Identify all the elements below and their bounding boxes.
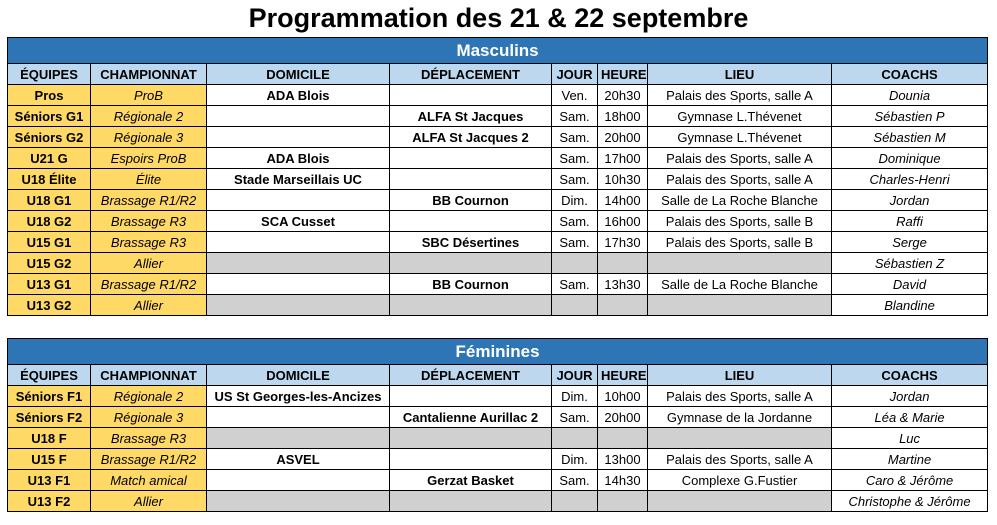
time-cell: 20h00 [598,407,648,428]
table-row [8,106,988,127]
venue-cell: Palais des Sports, salle B [648,232,832,253]
venue-cell: Palais des Sports, salle A [648,85,832,106]
team-cell: Séniors G2 [8,127,91,148]
home-cell [207,491,390,512]
championship-cell: Régionale 2 [91,106,207,127]
championship-cell: Régionale 3 [91,127,207,148]
away-cell: Gerzat Basket [390,470,552,491]
championship-cell: Match amical [91,470,207,491]
table-row [8,85,988,106]
time-cell [598,253,648,274]
time-cell: 18h00 [598,106,648,127]
col-header-coachs: COACHS [832,64,988,85]
venue-cell: Complexe G.Fustier [648,470,832,491]
championship-cell: Allier [91,253,207,274]
table-row [8,148,988,169]
coach-cell: Blandine [832,295,988,316]
away-cell [390,428,552,449]
col-header-championnat: CHAMPIONNAT [91,365,207,386]
col-header-heure: HEURE [598,365,648,386]
away-cell [390,253,552,274]
time-cell [598,295,648,316]
away-cell [390,85,552,106]
team-cell: U15 G2 [8,253,91,274]
away-cell [390,386,552,407]
away-cell: BB Cournon [390,190,552,211]
venue-cell [648,253,832,274]
team-cell: U15 F [8,449,91,470]
time-cell: 17h00 [598,148,648,169]
section-heading-masculins: Masculins [8,38,988,64]
venue-cell: Palais des Sports, salle A [648,169,832,190]
coach-cell: Jordan [832,190,988,211]
away-cell [390,491,552,512]
table-row [8,470,988,491]
table-row [8,211,988,232]
time-cell: 13h00 [598,449,648,470]
day-cell: Sam. [552,274,598,295]
coach-cell: Dounia [832,85,988,106]
time-cell [598,491,648,512]
championship-cell: Brassage R3 [91,211,207,232]
coach-cell: Luc [832,428,988,449]
championship-cell: Régionale 2 [91,386,207,407]
home-cell: SCA Cusset [207,211,390,232]
day-cell: Dim. [552,449,598,470]
away-cell [390,295,552,316]
home-cell [207,470,390,491]
coach-cell: Martine [832,449,988,470]
home-cell [207,253,390,274]
col-header-domicile: DOMICILE [207,365,390,386]
table-row [8,449,988,470]
col-header-lieu: LIEU [648,64,832,85]
away-cell [390,148,552,169]
championship-cell: Brassage R3 [91,428,207,449]
day-cell: Dim. [552,386,598,407]
championship-cell: Brassage R1/R2 [91,449,207,470]
team-cell: U18 F [8,428,91,449]
coach-cell: Charles-Henri [832,169,988,190]
venue-cell: Gymnase L.Thévenet [648,106,832,127]
away-cell [390,449,552,470]
day-cell: Dim. [552,190,598,211]
table-row [8,295,988,316]
coach-cell: Serge [832,232,988,253]
coach-cell: Jordan [832,386,988,407]
time-cell: 16h00 [598,211,648,232]
coach-cell: Sébastien M [832,127,988,148]
away-cell: Cantalienne Aurillac 2 [390,407,552,428]
coach-cell: Léa & Marie [832,407,988,428]
time-cell: 10h00 [598,386,648,407]
coach-cell: Raffi [832,211,988,232]
col-header-coachs: COACHS [832,365,988,386]
col-header-championnat: CHAMPIONNAT [91,64,207,85]
championship-cell: Allier [91,491,207,512]
venue-cell: Palais des Sports, salle B [648,211,832,232]
time-cell: 20h00 [598,127,648,148]
day-cell: Ven. [552,85,598,106]
home-cell [207,190,390,211]
day-cell: Sam. [552,169,598,190]
coach-cell: Sébastien Z [832,253,988,274]
coach-cell: Christophe & Jérôme [832,491,988,512]
home-cell: ASVEL [207,449,390,470]
team-cell: U18 G2 [8,211,91,232]
day-cell: Sam. [552,470,598,491]
home-cell: Stade Marseillais UC [207,169,390,190]
home-cell: ADA Blois [207,148,390,169]
coach-cell: Dominique [832,148,988,169]
day-cell: Sam. [552,407,598,428]
table-row [8,491,988,512]
day-cell [552,253,598,274]
table-row [8,190,988,211]
day-cell [552,491,598,512]
away-cell: BB Cournon [390,274,552,295]
table-row [8,232,988,253]
table-row [8,127,988,148]
home-cell [207,127,390,148]
day-cell: Sam. [552,232,598,253]
home-cell [207,428,390,449]
venue-cell [648,295,832,316]
table-row [8,407,988,428]
championship-cell: ProB [91,85,207,106]
venue-cell [648,491,832,512]
table-row [8,169,988,190]
time-cell: 17h30 [598,232,648,253]
championship-cell: Allier [91,295,207,316]
time-cell: 14h30 [598,470,648,491]
page-title: Programmation des 21 & 22 septembre [248,3,749,33]
championship-cell: Régionale 3 [91,407,207,428]
coach-cell: Caro & Jérôme [832,470,988,491]
feminines-table [7,338,988,512]
day-cell: Sam. [552,148,598,169]
day-cell: Sam. [552,106,598,127]
table-row [8,386,988,407]
team-cell: U18 G1 [8,190,91,211]
coach-cell: David [832,274,988,295]
col-header-jour: JOUR [552,365,598,386]
table-row [8,274,988,295]
away-cell: ALFA St Jacques [390,106,552,127]
time-cell: 10h30 [598,169,648,190]
home-cell [207,232,390,253]
venue-cell [648,428,832,449]
team-cell: U15 G1 [8,232,91,253]
home-cell: US St Georges-les-Ancizes [207,386,390,407]
team-cell: Séniors F2 [8,407,91,428]
home-cell [207,295,390,316]
time-cell: 13h30 [598,274,648,295]
venue-cell: Gymnase de la Jordanne [648,407,832,428]
col-header-lieu: LIEU [648,365,832,386]
team-cell: U21 G [8,148,91,169]
masculins-table [7,37,988,316]
col-header-equipes: ÉQUIPES [8,365,91,386]
column-header-row [8,365,988,386]
col-header-equipes: ÉQUIPES [8,64,91,85]
team-cell: Séniors F1 [8,386,91,407]
team-cell: U13 G1 [8,274,91,295]
day-cell [552,428,598,449]
venue-cell: Palais des Sports, salle A [648,386,832,407]
team-cell: Séniors G1 [8,106,91,127]
venue-cell: Salle de La Roche Blanche [648,190,832,211]
venue-cell: Salle de La Roche Blanche [648,274,832,295]
team-cell: U13 F1 [8,470,91,491]
away-cell [390,211,552,232]
table-row [8,253,988,274]
championship-cell: Brassage R3 [91,232,207,253]
column-header-row [8,64,988,85]
team-cell: U13 G2 [8,295,91,316]
championship-cell: Élite [91,169,207,190]
day-cell [552,295,598,316]
venue-cell: Palais des Sports, salle A [648,449,832,470]
team-cell: U13 F2 [8,491,91,512]
away-cell [390,169,552,190]
venue-cell: Gymnase L.Thévenet [648,127,832,148]
championship-cell: Brassage R1/R2 [91,190,207,211]
col-header-jour: JOUR [552,64,598,85]
home-cell [207,106,390,127]
team-cell: U18 Élite [8,169,91,190]
coach-cell: Sébastien P [832,106,988,127]
section-heading-feminines: Féminines [8,339,988,365]
day-cell: Sam. [552,211,598,232]
table-row [8,428,988,449]
col-header-heure: HEURE [598,64,648,85]
team-cell: Pros [8,85,91,106]
home-cell [207,407,390,428]
day-cell: Sam. [552,127,598,148]
time-cell [598,428,648,449]
home-cell: ADA Blois [207,85,390,106]
venue-cell: Palais des Sports, salle A [648,148,832,169]
time-cell: 14h00 [598,190,648,211]
home-cell [207,274,390,295]
championship-cell: Brassage R1/R2 [91,274,207,295]
away-cell: SBC Désertines [390,232,552,253]
time-cell: 20h30 [598,85,648,106]
col-header-domicile: DOMICILE [207,64,390,85]
away-cell: ALFA St Jacques 2 [390,127,552,148]
col-header-deplacement: DÉPLACEMENT [390,64,552,85]
col-header-deplacement: DÉPLACEMENT [390,365,552,386]
championship-cell: Espoirs ProB [91,148,207,169]
